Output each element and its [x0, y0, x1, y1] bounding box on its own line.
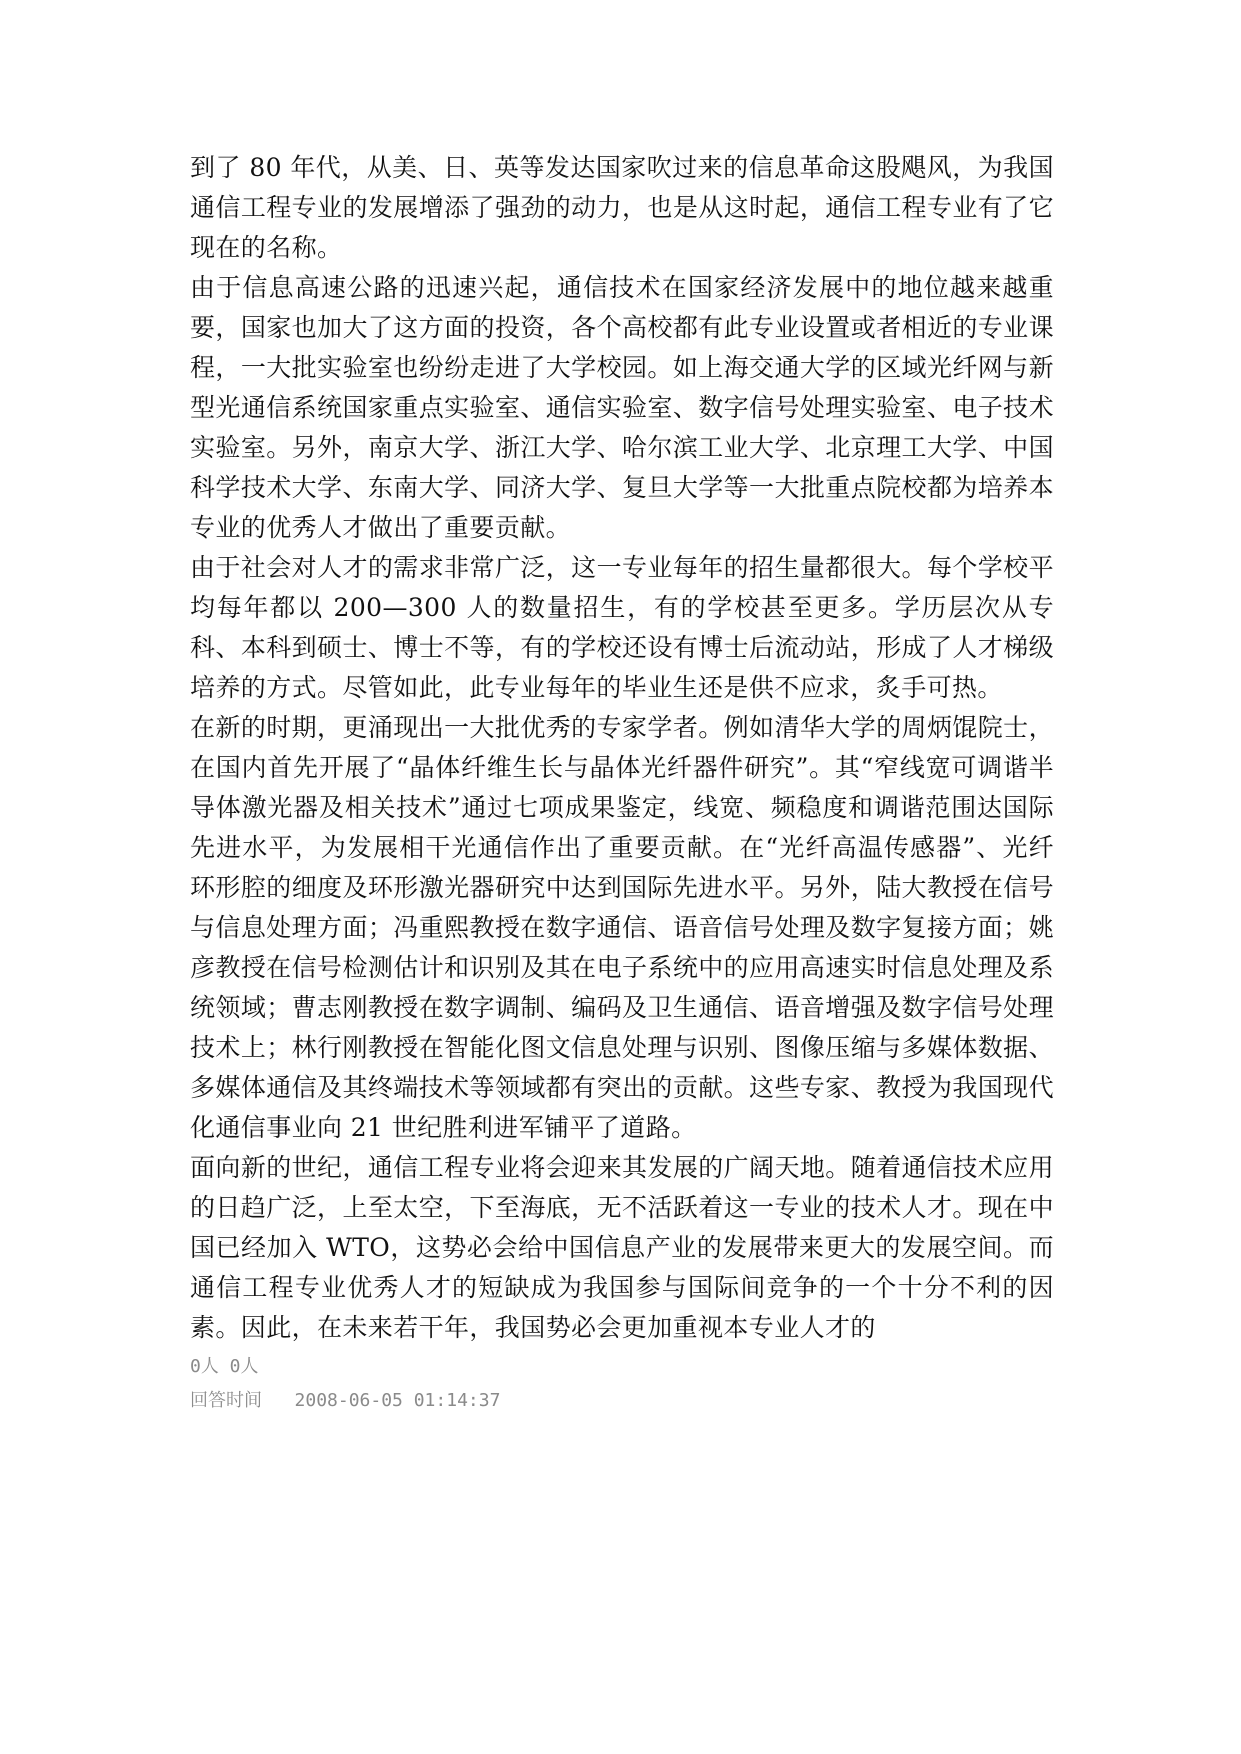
paragraph-5: 面向新的世纪，通信工程专业将会迎来其发展的广阔天地。随着通信技术应用的日趋广泛，上至太空，下至海底，无不活跃着这一专业的技术人才。现在中国已经加入 WTO，这势必会给中国信息产业的发展带来更大的发展空间。而通信工程专业优秀人才的短缺成为我国参与国际间竞争的一个十分不利的因素。因此，在未来若干年，我国势必会更加重视本专业人才的	[190, 1153, 1054, 1342]
answer-time-label: 回答时间	[190, 1390, 262, 1411]
paragraph-2: 由于信息高速公路的迅速兴起，通信技术在国家经济发展中的地位越来越重要，国家也加大了这方面的投资，各个高校都有此专业设置或者相近的专业课程，一大批实验室也纷纷走进了大学校园。如上海交通大学的区域光纤网与新型光通信系统国家重点实验室、通信实验室、数字信号处理实验室、电子技术实验室。另外，南京大学、浙江大学、哈尔滨工业大学、北京理工大学、中国科学技术大学、东南大学、同济大学、复旦大学等一大批重点院校都为培养本专业的优秀人才做出了重要贡献。	[190, 273, 1054, 542]
paragraph-1: 到了 80 年代，从美、日、英等发达国家吹过来的信息革命这股飓风，为我国通信工程专业的发展增添了强劲的动力，也是从这时起，通信工程专业有了它现在的名称。	[190, 153, 1054, 262]
vote-counts: 0人 0人	[190, 1356, 259, 1377]
answer-time-line	[190, 1384, 1054, 1418]
paragraph-3: 由于社会对人才的需求非常广泛，这一专业每年的招生量都很大。每个学校平均每年都以 200—300 人的数量招生，有的学校甚至更多。学历层次从专科、本科到硕士、博士不等，有的学校还设有博士后流动站，形成了人才梯级培养的方式。尽管如此，此专业每年的毕业生还是供不应求，炙手可热。	[190, 553, 1054, 702]
document-body	[190, 148, 1054, 1418]
paragraph-4: 在新的时期，更涌现出一大批优秀的专家学者。例如清华大学的周炳馄院士，在国内首先开展了“晶体纤维生长与晶体光纤器件研究”。其“窄线宽可调谐半导体激光器及相关技术”通过七项成果鉴定，线宽、频稳度和调谐范围达国际先进水平，为发展相干光通信作出了重要贡献。在“光纤高温传感器”、光纤环形腔的细度及环形激光器研究中达到国际先进水平。另外，陆大教授在信号与信息处理方面；冯重熙教授在数字通信、语音信号处理及数字复接方面；姚彦教授在信号检测估计和识别及其在电子系统中的应用高速实时信息处理及系统领域；曹志刚教授在数字调制、编码及卫生通信、语音增强及数字信号处理技术上；林行刚教授在智能化图文信息处理与识别、图像压缩与多媒体数据、多媒体通信及其终端技术等领域都有突出的贡献。这些专家、教授为我国现代化通信事业向 21 世纪胜利进军铺平了道路。	[190, 713, 1054, 1142]
answer-time-value: 2008-06-05 01:14:37	[294, 1390, 501, 1411]
